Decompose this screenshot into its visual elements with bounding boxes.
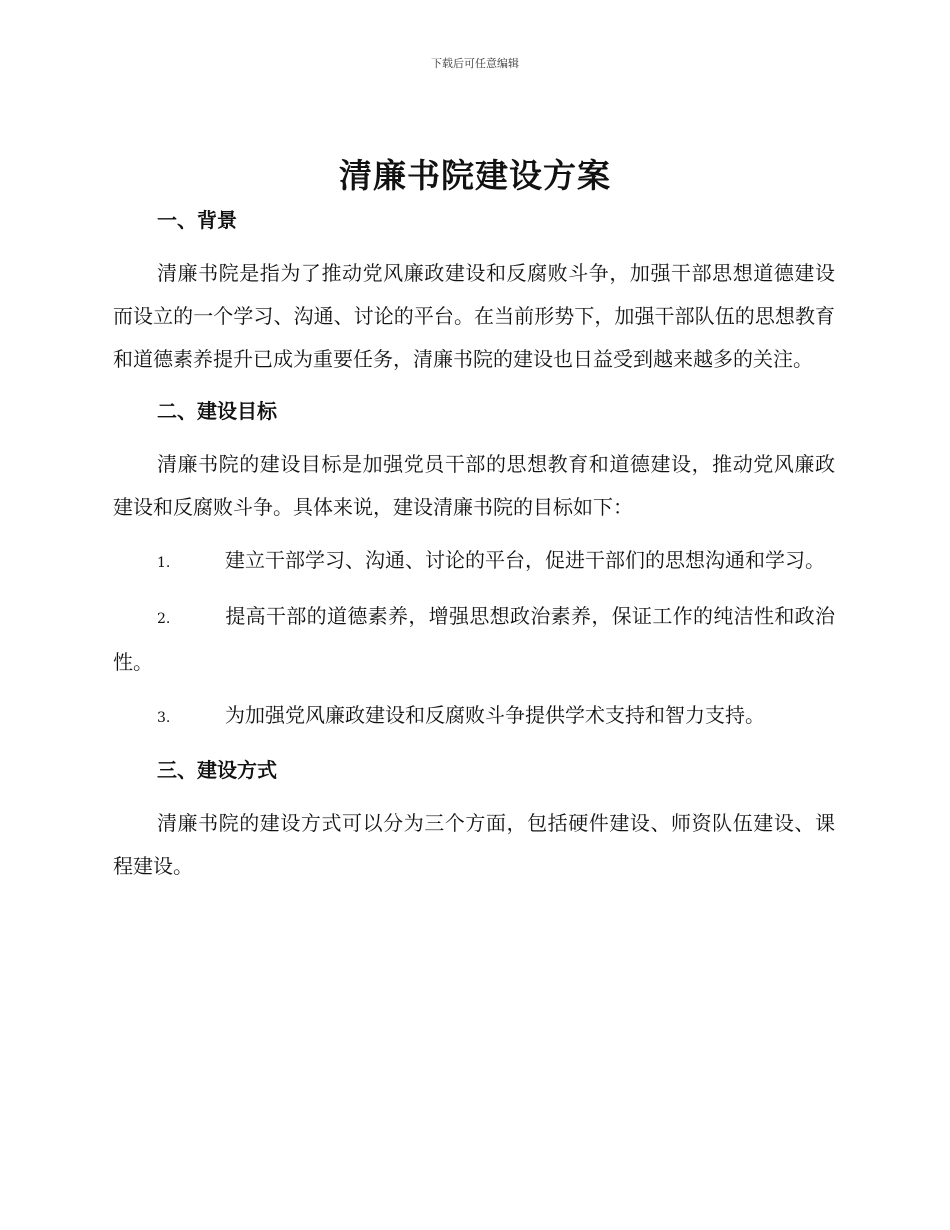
page-header: 下载后可任意编辑 (431, 57, 519, 70)
document-title: 清廉书院建设方案 (339, 156, 611, 195)
list-item (113, 595, 835, 684)
section-heading-background: 一、背景 (157, 208, 237, 232)
list-item-text: 为加强党风廉政建设和反腐败斗争提供学术支持和智力支持。 (225, 703, 765, 727)
list-number: 2. (157, 611, 171, 627)
list-number: 1. (157, 555, 171, 571)
list-item (113, 539, 835, 585)
section-paragraph: 清廉书院是指为了推动党风廉政建设和反腐败斗争，加强干部思想道德建设而设立的一个学习、沟通、讨论的平台。在当前形势下，加强干部队伍的思想教育和道德素养提升已成为重要任务，清廉书院的建设也日益受到越来越多的关注。 (113, 261, 835, 371)
document-body (113, 200, 835, 888)
section-heading-approach: 三、建设方式 (157, 758, 277, 782)
section-heading-goals: 二、建设目标 (157, 399, 277, 423)
section-paragraph: 清廉书院的建设目标是加强党员干部的思想教育和道德建设，推动党风廉政建设和反腐败斗争。具体来说，建设清廉书院的目标如下： (113, 452, 835, 519)
list-item-text: 建立干部学习、沟通、讨论的平台，促进干部们的思想沟通和学习。 (225, 548, 825, 572)
list-number: 3. (157, 710, 171, 726)
section-paragraph: 清廉书院的建设方式可以分为三个方面，包括硬件建设、师资队伍建设、课程建设。 (113, 811, 835, 878)
list-item (113, 694, 835, 740)
list-item-text: 提高干部的道德素养，增强思想政治素养，保证工作的纯洁性和政治性。 (113, 604, 835, 674)
